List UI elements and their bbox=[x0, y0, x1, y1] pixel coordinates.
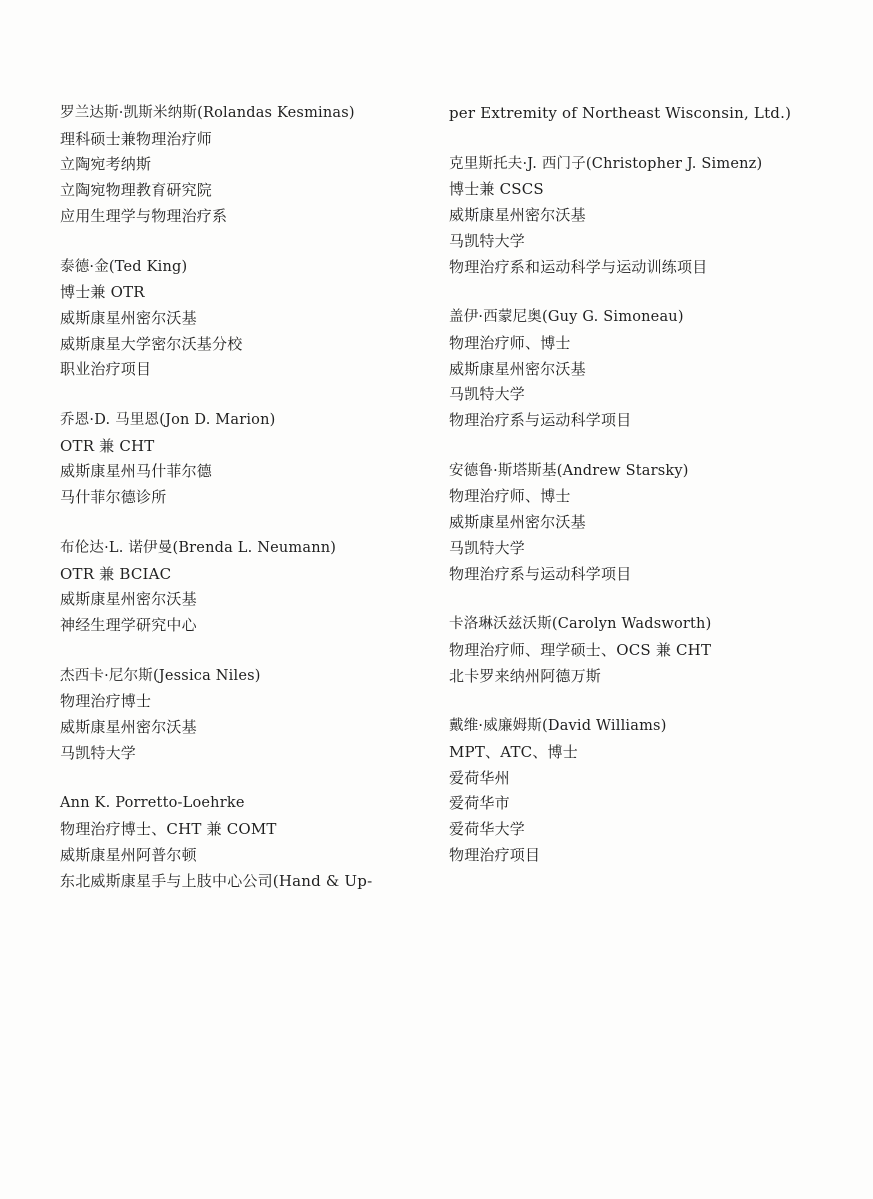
contributor-entry bbox=[449, 305, 829, 434]
contributor-detail: 爱荷华市 bbox=[449, 794, 510, 813]
contributor-detail: 马凯特大学 bbox=[449, 231, 526, 250]
contributor-name: 卡洛琳沃兹沃斯(Carolyn Wadsworth) bbox=[449, 616, 712, 633]
contributor-detail: 物理治疗系与运动科学项目 bbox=[449, 411, 632, 430]
contributor-detail: 威斯康星州密尔沃基 bbox=[449, 513, 586, 532]
contributor-detail: 物理治疗系与运动科学项目 bbox=[449, 564, 632, 583]
contributor-detail: 博士兼 CSCS bbox=[449, 180, 544, 199]
contributor-detail: 神经生理学研究中心 bbox=[60, 615, 197, 634]
contributor-name: 布伦达·L. 诺伊曼(Brenda L. Neumann) bbox=[60, 539, 337, 556]
contributor-detail: 物理治疗师、博士 bbox=[449, 333, 571, 352]
right-column bbox=[449, 101, 829, 894]
contributor-name: 克里斯托夫·J. 西门子(Christopher J. Simenz) bbox=[449, 155, 763, 172]
contributor-detail: 马凯特大学 bbox=[449, 385, 526, 404]
contributor-detail: 威斯康星州密尔沃基 bbox=[60, 718, 197, 737]
contributor-entry bbox=[60, 255, 440, 384]
contributor-detail: 爱荷华大学 bbox=[449, 820, 526, 839]
contributor-detail: 立陶宛物理教育研究院 bbox=[60, 181, 213, 200]
contributor-detail: 马凯特大学 bbox=[449, 538, 526, 557]
contributor-detail: 威斯康星州密尔沃基 bbox=[449, 206, 586, 225]
contributor-detail: 爱荷华州 bbox=[449, 768, 510, 787]
contributor-name: 戴维·威廉姆斯(David Williams) bbox=[449, 718, 667, 735]
contributor-detail: 物理治疗项目 bbox=[449, 845, 541, 864]
contributor-detail: 威斯康星州密尔沃基 bbox=[449, 359, 586, 378]
contributor-entry bbox=[449, 152, 829, 281]
contributor-name: 乔恩·D. 马里恩(Jon D. Marion) bbox=[60, 412, 276, 429]
contributor-detail: 东北威斯康星手与上肢中心公司(Hand & Up- bbox=[60, 871, 373, 890]
contributor-detail: 马什菲尔德诊所 bbox=[60, 488, 167, 507]
contributor-detail: 威斯康星州马什菲尔德 bbox=[60, 462, 213, 481]
contributor-detail: OTR 兼 CHT bbox=[60, 436, 155, 455]
contributor-detail: 北卡罗来纳州阿德万斯 bbox=[449, 666, 602, 685]
contributor-detail: 威斯康星州密尔沃基 bbox=[60, 590, 197, 609]
contributor-entry bbox=[449, 612, 829, 689]
contributor-name: 罗兰达斯·凯斯米纳斯(Rolandas Kesminas) bbox=[60, 105, 355, 121]
contributor-entry-continued bbox=[449, 101, 829, 127]
contributor-entry bbox=[449, 714, 829, 868]
contributor-detail: 威斯康星大学密尔沃基分校 bbox=[60, 334, 243, 353]
contributor-detail: per Extremity of Northeast Wisconsin, Ltd.) bbox=[449, 104, 792, 122]
contributor-detail: 物理治疗博士、CHT 兼 COMT bbox=[60, 820, 277, 839]
contributor-name: 盖伊·西蒙尼奥(Guy G. Simoneau) bbox=[449, 309, 684, 326]
contributor-detail: 理科硕士兼物理治疗师 bbox=[60, 129, 213, 148]
left-column bbox=[60, 101, 440, 919]
contributor-detail: 博士兼 OTR bbox=[60, 283, 145, 302]
contributor-detail: 威斯康星州阿普尔顿 bbox=[60, 845, 197, 864]
contributor-detail: 物理治疗系和运动科学与运动训练项目 bbox=[449, 257, 708, 276]
contributor-entry bbox=[60, 101, 440, 230]
contributor-detail: 物理治疗师、博士 bbox=[449, 487, 571, 506]
contributor-entry bbox=[60, 791, 440, 894]
contributor-entry bbox=[60, 664, 440, 767]
contributor-detail: 马凯特大学 bbox=[60, 743, 137, 762]
contributor-name: 安德鲁·斯塔斯基(Andrew Starsky) bbox=[449, 462, 689, 479]
contributor-detail: 立陶宛考纳斯 bbox=[60, 155, 152, 174]
contributor-detail: 物理治疗师、理学硕士、OCS 兼 CHT bbox=[449, 640, 712, 659]
contributor-detail: OTR 兼 BCIAC bbox=[60, 564, 172, 583]
contributor-entry bbox=[60, 536, 440, 639]
contributor-detail: 物理治疗博士 bbox=[60, 692, 152, 711]
contributor-detail: 职业治疗项目 bbox=[60, 360, 152, 379]
contributor-detail: 应用生理学与物理治疗系 bbox=[60, 206, 228, 225]
contributor-name: Ann K. Porretto-Loehrke bbox=[60, 795, 245, 812]
contributor-detail: MPT、ATC、博士 bbox=[449, 743, 578, 762]
contributor-entry bbox=[449, 459, 829, 588]
contributor-entry bbox=[60, 408, 440, 511]
contributor-detail: 威斯康星州密尔沃基 bbox=[60, 308, 197, 327]
contributor-name: 杰西卡·尼尔斯(Jessica Niles) bbox=[60, 667, 261, 684]
contributor-name: 泰德·金(Ted King) bbox=[60, 258, 188, 275]
